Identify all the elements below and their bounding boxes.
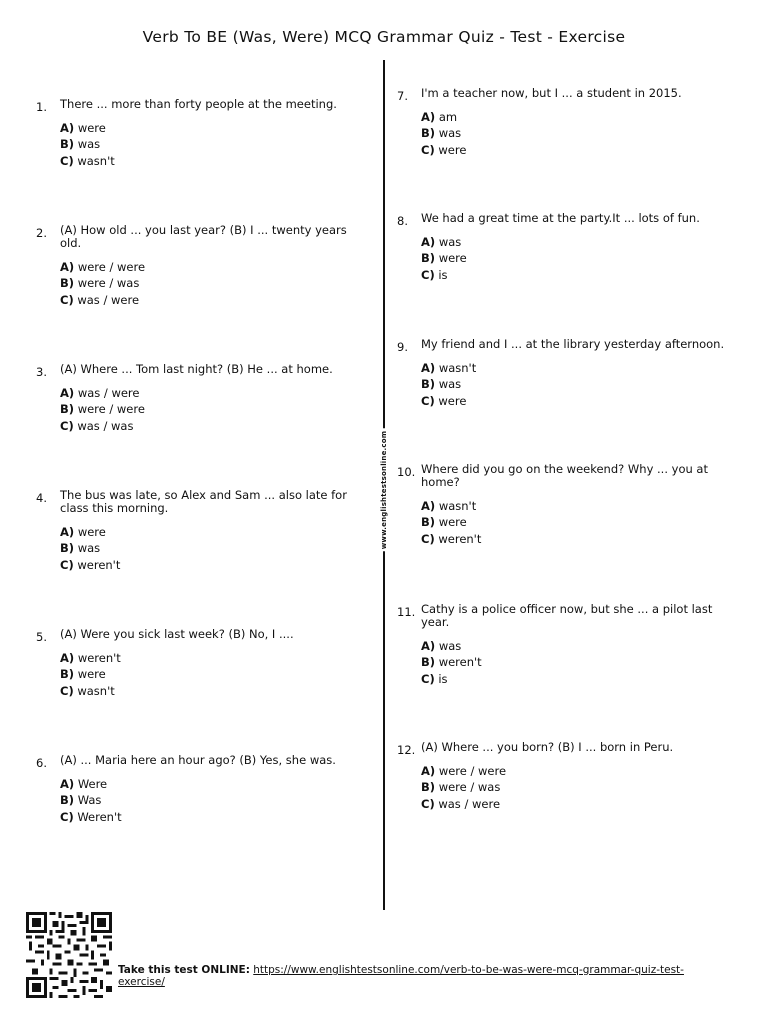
question-number: 6. [36,756,47,770]
option-text: were / was [77,276,140,291]
question-number: 12. [397,743,416,757]
option-c[interactable] [60,418,360,434]
option-letter: A) [60,121,75,135]
option-b[interactable] [60,136,360,152]
option-letter: C) [60,557,74,572]
option-b[interactable] [421,514,736,530]
option-b[interactable] [60,401,360,417]
question-text: There ... more than forty people at the meeting. [60,97,337,111]
option-text: weren't [77,651,121,665]
option-letter: A) [60,525,75,539]
question-text: (A) Were you sick last week? (B) No, I .... [60,627,294,641]
question-number: 2. [36,226,47,240]
option-text: was [438,639,462,653]
footer [118,964,688,988]
option-b[interactable] [421,376,736,392]
option-text: were [77,525,106,539]
option-a[interactable] [421,360,736,376]
question-12 [397,740,736,812]
option-c[interactable] [60,683,360,699]
option-text: was [77,137,101,152]
question-text: Cathy is a police officer now, but she ... a pilot last year. [421,602,713,629]
option-b[interactable] [421,125,736,141]
option-c[interactable] [421,671,736,687]
option-b[interactable] [421,250,736,266]
option-b[interactable] [60,792,360,808]
question-text: The bus was late, so Alex and Sam ... also late for class this morning. [60,488,347,515]
option-b[interactable] [60,666,360,682]
option-c[interactable] [421,267,736,283]
option-text: was / was [77,418,134,433]
option-letter: C) [421,142,435,157]
option-letter: B) [60,541,75,556]
option-b[interactable] [60,275,360,291]
option-text: were [77,121,106,135]
option-a[interactable] [60,259,360,275]
option-text: were / were [438,764,507,778]
option-letter: C) [421,393,435,408]
option-letter: C) [60,418,74,433]
option-text: am [438,110,458,124]
option-letter: B) [421,515,436,530]
option-text: wasn't [438,361,477,375]
option-text: was [438,235,462,249]
option-letter: A) [421,639,436,653]
option-a[interactable] [60,385,360,401]
question-text: My friend and I ... at the library yesterday afternoon. [421,337,725,351]
option-text: weren't [77,557,121,572]
option-letter: A) [421,235,436,249]
option-b[interactable] [421,654,736,670]
question-number: 11. [397,605,416,619]
option-text: was / were [77,386,140,400]
option-c[interactable] [421,142,736,158]
question-text: We had a great time at the party.It ... lots of fun. [421,211,700,225]
option-a[interactable] [421,109,736,125]
option-text: weren't [438,531,482,546]
option-c[interactable] [421,531,736,547]
option-text: Weren't [77,809,122,824]
option-a[interactable] [421,763,736,779]
option-letter: C) [60,292,74,307]
option-text: were / was [438,780,501,795]
option-letter: C) [421,531,435,546]
option-b[interactable] [60,540,360,556]
option-text: wasn't [438,499,477,513]
option-text: were [77,667,106,682]
question-4 [36,488,360,573]
question-7 [397,86,736,158]
option-letter: B) [60,276,75,291]
question-text: (A) ... Maria here an hour ago? (B) Yes, she was. [60,753,336,767]
option-text: was [77,541,101,556]
option-a[interactable] [60,650,360,666]
option-letter: A) [421,110,436,124]
question-5 [36,627,360,699]
option-text: were / were [77,260,146,274]
question-2 [36,223,360,308]
page-title: Verb To BE (Was, Were) MCQ Grammar Quiz - Test - Exercise [142,28,626,46]
option-text: were [438,515,467,530]
option-text: was / were [77,292,140,307]
option-letter: B) [421,780,436,795]
option-letter: C) [421,671,435,686]
option-letter: C) [60,809,74,824]
option-letter: A) [421,499,436,513]
option-letter: B) [421,251,436,266]
qr-code-icon[interactable] [25,912,113,998]
option-text: Were [77,777,108,791]
option-a[interactable] [60,120,360,136]
question-text: (A) Where ... you born? (B) I ... born in Peru. [421,740,674,754]
option-a[interactable] [421,234,736,250]
option-c[interactable] [60,292,360,308]
question-number: 5. [36,630,47,644]
option-letter: C) [60,153,74,168]
question-text: Where did you go on the weekend? Why ... you at home? [421,462,708,489]
option-text: weren't [438,655,482,670]
option-b[interactable] [421,779,736,795]
option-a[interactable] [60,776,360,792]
option-text: wasn't [77,683,115,698]
test-online-link[interactable]: https://www.englishtestsonline.com/verb-to-be-was-were-mcq-grammar-quiz-test-exercise/ [118,964,684,988]
question-number: 7. [397,89,408,103]
question-10 [397,462,736,547]
option-letter: B) [60,793,75,808]
option-text: wasn't [77,153,115,168]
question-number: 4. [36,491,47,505]
option-text: were / were [77,402,145,417]
option-letter: A) [60,260,75,274]
option-text: were [438,251,467,266]
option-text: was [438,377,462,392]
question-number: 3. [36,365,47,379]
option-letter: C) [421,267,435,282]
option-a[interactable] [421,638,736,654]
question-3 [36,362,360,434]
option-letter: B) [60,402,75,417]
question-number: 10. [397,465,416,479]
option-letter: A) [60,777,75,791]
question-text: (A) How old ... you last year? (B) I ... twenty years old. [60,223,347,250]
option-c[interactable] [60,153,360,169]
option-c[interactable] [421,796,736,812]
option-c[interactable] [421,393,736,409]
question-8 [397,211,736,283]
option-letter: A) [60,386,75,400]
option-letter: B) [421,377,436,392]
question-1 [36,97,360,169]
question-text: I'm a teacher now, but I ... a student in 2015. [421,86,682,100]
question-number: 9. [397,340,408,354]
question-text: (A) Where ... Tom last night? (B) He ... at home. [60,362,333,376]
option-letter: C) [60,683,74,698]
option-text: were [438,142,467,157]
option-letter: A) [60,651,75,665]
footer-label: Take this test ONLINE: [118,964,250,976]
question-number: 8. [397,214,408,228]
question-11 [397,602,736,687]
option-text: was [438,126,462,141]
option-letter: B) [60,137,75,152]
option-letter: B) [421,126,436,141]
question-number: 1. [36,100,47,114]
option-text: is [438,267,448,282]
option-letter: A) [421,764,436,778]
option-letter: B) [60,667,75,682]
option-a[interactable] [421,498,736,514]
option-a[interactable] [60,524,360,540]
option-text: were [438,393,467,408]
watermark: www.englishtestsonline.com [380,430,388,550]
option-text: was / were [438,796,501,811]
option-text: Was [77,793,102,808]
option-text: is [438,671,448,686]
option-c[interactable] [60,809,360,825]
option-c[interactable] [60,557,360,573]
option-letter: B) [421,655,436,670]
option-letter: C) [421,796,435,811]
question-9 [397,337,736,409]
option-letter: A) [421,361,436,375]
question-6 [36,753,360,825]
